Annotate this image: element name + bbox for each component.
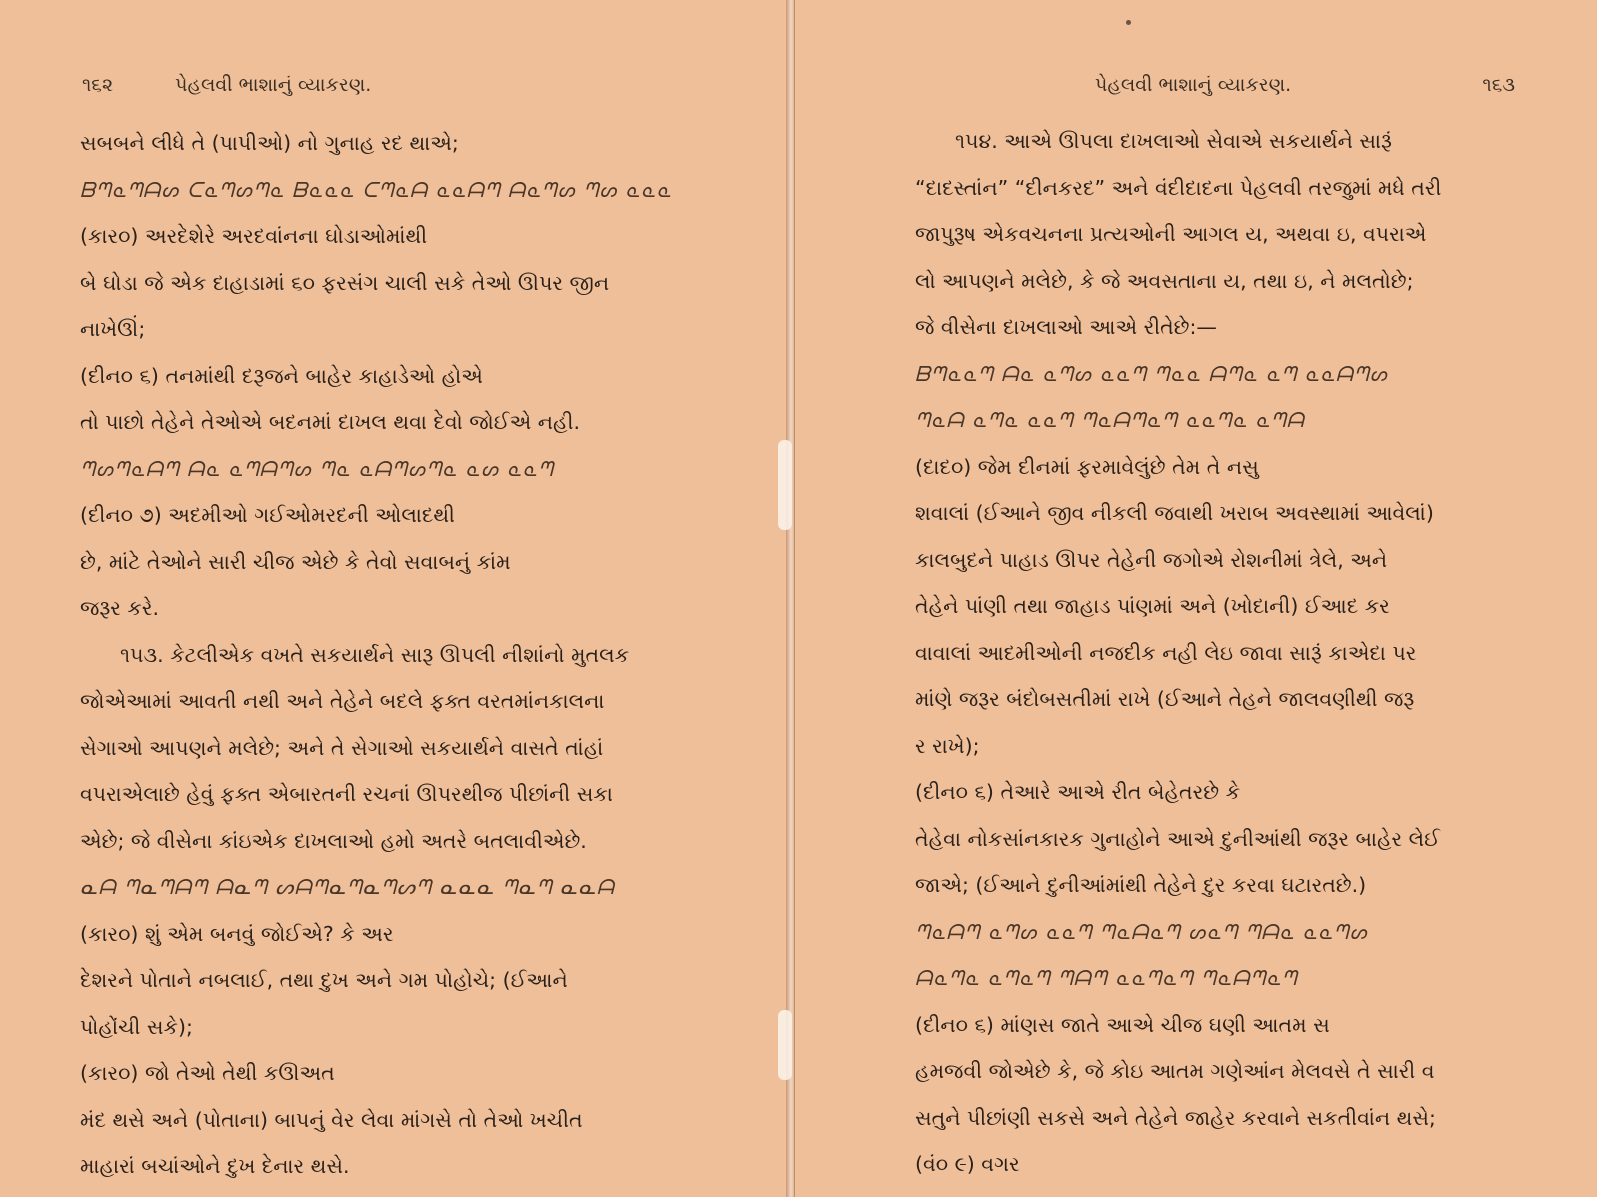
text-line: માંણે જરૂર બંદોબસતીમાં રાખે (ઈઆને તેહને જાલવણીથી જરૂ bbox=[915, 687, 1415, 711]
text-line: કાલબુદને પાહાડ ઊપર તેહેની જગોએ રોશનીમાં ત્રેલે, અને bbox=[915, 547, 1388, 572]
text-line: તો પાછો તેહેને તેઓએ બદનમાં દાખલ થવા દેવો જોઈએ નહી. bbox=[80, 410, 580, 434]
text-line: માહારાં બચાંઓને દુખ દેનાર થસે. bbox=[80, 1154, 350, 1178]
left-running-head: પેહલવી ભાશાનું વ્યાકરણ. bbox=[175, 74, 372, 96]
binding-thread-mark bbox=[778, 1010, 792, 1080]
text-line: “દાદસ્તાંન” “દીનકરદ” અને વંદીદાદના પેહલવી તરજુમાં મધે તરી bbox=[915, 175, 1442, 200]
text-line: જે વીસેના દાખલાઓ આએ રીતેછે:— bbox=[915, 315, 1217, 339]
text-line: નાખેઊં; bbox=[80, 317, 146, 341]
right-page bbox=[794, 0, 1597, 1197]
pahlavi-script-line: ᓇᗩ ᘉᓇᘉᗩᘉ ᗩᓇᘉ ᔕᗩᘉᓇᘉᓇᘉᔕᘉ ᓇᓇᓇ ᘉᓇᘉ ᓇᓇᗩ bbox=[80, 875, 615, 899]
text-line: સબબને લીધે તે (પાપીઓ) નો ગુનાહ રદ થાએ; bbox=[80, 131, 459, 155]
text-line: (કાર૦) અરદેશેરે અરદવાંનના ઘોડાઓમાંથી bbox=[80, 224, 428, 248]
text-line: સેગાઓ આપણને મલેછે; અને તે સેગાઓ સકયાર્થને વાસતે તાંહાં bbox=[80, 735, 604, 760]
text-line: છે, માંટે તેઓને સારી ચીજ એછે કે તેવો સવાબનું કાંમ bbox=[80, 549, 511, 574]
pahlavi-script-line: ᘉᓇᗩᘉ ᓇᘉᔕ ᓇᓇᘉ ᘉᓇᗩᓇᘉ ᔕᓇᘉ ᘉᗩᓇ ᓇᓇᘉᔕ bbox=[915, 919, 1368, 944]
pahlavi-script-line: ᗷᘉᓇᘉᗩᔕ ᑕᓇᘉᔕᘉᓇ ᗷᓇᓇᓇ ᑕᘉᓇᗩ ᓇᓇᗩᘉ ᗩᓇᘉᔕ ᘉᔕ ᓇᓇᓇ bbox=[80, 177, 672, 202]
text-line: એછે; જે વીસેના કાંઇએક દાખલાઓ હમો અતરે બતલાવીએછે. bbox=[80, 828, 587, 853]
section-154-line: ૧૫૪. આએ ઊપલા દાખલાઓ સેવાએ સકયાર્થને સારૂં bbox=[955, 129, 1392, 153]
text-line: બે ઘોડા જે એક દાહાડામાં ૬૦ ફરસંગ ચાલી સકે તેઓ ઊપર જીન bbox=[80, 270, 610, 295]
text-line: સતુને પીછાંણી સકસે અને તેહેને જાહેર કરવાને સકતીવાંન થસે; bbox=[915, 1105, 1436, 1130]
text-line: (દીન૦ ૬) તેઆરે આએ રીત બેહેતરછે કે bbox=[915, 780, 1241, 804]
text-line: જાએ; (ઈઆને દુનીઆંમાંથી તેહેને દુર કરવા ઘટારતછે.) bbox=[915, 873, 1367, 897]
text-line: વાવાલાં આદમીઓની નજદીક નહી લેઇ જાવા સારૂં કાએદા પર bbox=[915, 640, 1417, 665]
pahlavi-script-line: ᘉᔕᘉᓇᗩᘉ ᗩᓇ ᓇᘉᗩᘉᔕ ᘉᓇ ᓇᗩᘉᔕᘉᓇ ᓇᔕ ᓇᓇᘉ bbox=[80, 456, 554, 481]
text-line: હમજવી જોએછે કે, જે કોઇ આતમ ગણેઆંન મેલવસે તે સારી વ bbox=[915, 1059, 1435, 1083]
text-line: (કાર૦) જો તેઓ તેથી કઊઅત bbox=[80, 1061, 335, 1085]
text-line: પોહોંચી સકે); bbox=[80, 1014, 193, 1039]
text-line: લો આપણને મલેછે, કે જે અવસતાના ય, તથા ઇ, ને મલતોછે; bbox=[915, 268, 1414, 293]
left-page-header bbox=[82, 74, 702, 96]
right-page-header bbox=[1095, 74, 1515, 96]
binding-thread-mark bbox=[778, 440, 792, 530]
left-page-number: ૧૬૨ bbox=[82, 74, 114, 96]
section-153-line: ૧૫૩. કેટલીએક વખતે સકયાર્થને સારૂ ઊપલી નીશાંનો મુતલક bbox=[120, 642, 630, 667]
left-page bbox=[0, 0, 790, 1197]
text-line: (દીન૦ ૭) અદમીઓ ગઈઓમરદની ઓલાદથી bbox=[80, 503, 455, 527]
pahlavi-script-line: ᗷᘉᓇᓇᘉ ᗩᓇ ᓇᘉᔕ ᓇᓇᘉ ᘉᓇᓇ ᗩᘉᓇ ᓇᘉ ᓇᓇᗩᘉᔕ bbox=[915, 361, 1389, 386]
text-line: (દીન૦ ૬) માંણસ જાતે આએ ચીજ ઘણી આતમ સ bbox=[915, 1012, 1330, 1037]
text-line: તેહેવા નોકસાંનકારક ગુનાહોને આએ દુનીઆંથી જરૂર બાહેર લેઈ bbox=[915, 826, 1440, 851]
text-line: જરૂર કરે. bbox=[80, 596, 160, 620]
text-line: મંદ થસે અને (પોતાના) બાપનું વેર લેવા માંગસે તો તેઓ ખચીત bbox=[80, 1107, 583, 1132]
text-line: (કાર૦) શું એમ બનવું જોઈએ? કે અર bbox=[80, 921, 394, 946]
text-line: જાપુરૂષ એકવચનના પ્રત્યઓની આગલ ય, અથવા ઇ, વપરાએ bbox=[915, 222, 1427, 246]
text-line: વપરાએલાછે હેવું ફક્ત એબારતની રચનાં ઊપરથીજ પીછાંની સકા bbox=[80, 782, 613, 806]
text-line: તેહેને પાંણી તથા જાહાડ પાંણમાં અને (ખોદાની) ઈઆદ કર bbox=[915, 594, 1390, 618]
text-line: શવાલાં (ઈઆને જીવ નીકલી જવાથી ખરાબ અવસ્થામાં આવેલાં) bbox=[915, 501, 1434, 525]
pahlavi-script-line: ᘉᓇᗩ ᓇᘉᓇ ᓇᓇᘉ ᘉᓇᗩᘉᓇᘉ ᓇᓇᘉᓇ ᓇᘉᗩ bbox=[915, 408, 1305, 432]
text-line: (દાદ૦) જેમ દીનમાં ફરમાવેલુંછે તેમ તે નસુ bbox=[915, 454, 1259, 479]
right-page-number: ૧૬૩ bbox=[1482, 74, 1515, 96]
text-line: (વં૦ ૯) વગર bbox=[915, 1152, 1020, 1176]
left-page-text bbox=[80, 120, 705, 1190]
text-line: ર રાખે); bbox=[915, 733, 980, 758]
text-line: જોએઆમાં આવતી નથી અને તેહેને બદલે ફક્ત વરતમાંનકાલના bbox=[80, 689, 605, 713]
text-line: દેશરને પોતાને નબલાઈ, તથા દુખ અને ગમ પોહોચે; (ઈઆને bbox=[80, 968, 568, 992]
text-line: (દીન૦ ૬) તનમાંથી દરૂજને બાહેર કાહાડેઓ હોએ bbox=[80, 363, 483, 388]
right-running-head: પેહલવી ભાશાનું વ્યાકરણ. bbox=[1095, 74, 1292, 96]
pahlavi-script-line: ᗩᓇᘉᓇ ᓇᘉᓇᘉ ᘉᗩᘉ ᓇᓇᘉᓇᘉ ᘉᓇᗩᘉᓇᘉ bbox=[915, 966, 1298, 990]
right-page-text bbox=[915, 118, 1535, 1188]
paper-speck bbox=[1126, 20, 1131, 25]
